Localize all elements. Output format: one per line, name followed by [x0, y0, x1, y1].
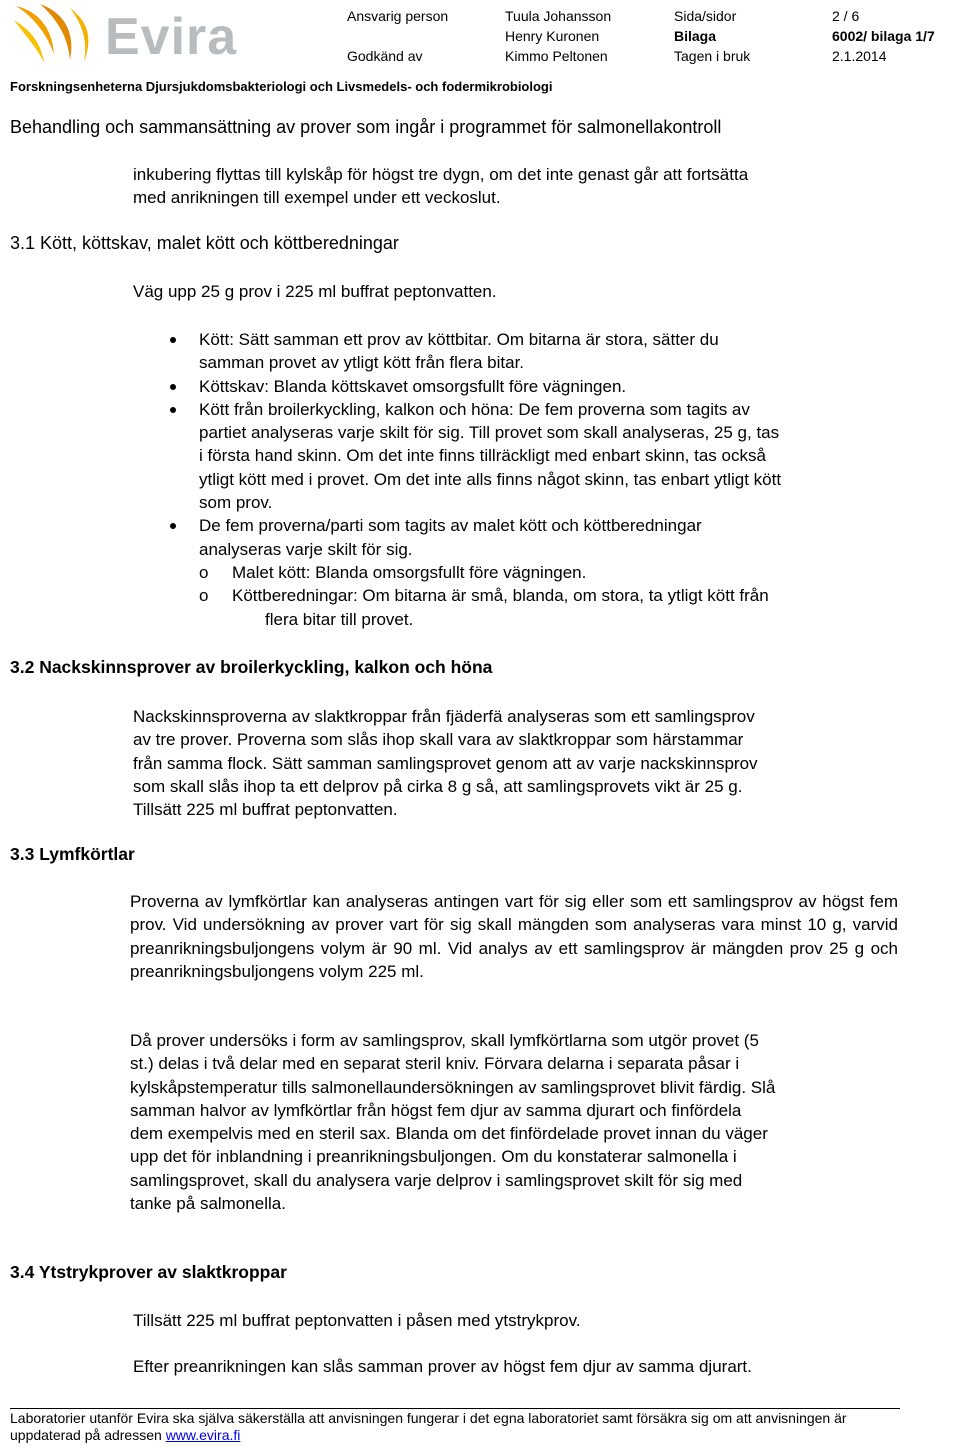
bullet-dot-icon [170, 384, 176, 390]
document-title: Behandling och sammansättning av prover som ingår i programmet för salmonellakontroll [10, 117, 722, 137]
footer-divider [10, 1408, 900, 1409]
section-3-4-line-2: Efter preanrikningen kan slås samman prover av högst fem djur av samma djurart. [133, 1357, 752, 1376]
appendix-label: Bilaga [674, 28, 717, 44]
logo-text: Evira [105, 8, 238, 66]
approved-name: Kimmo Peltonen [505, 48, 608, 64]
sub-marker: o [199, 586, 209, 606]
footer-line-2: uppdaterad på adressen www.evira.fi [10, 1427, 241, 1443]
responsible-name-1: Tuula Johansson [505, 8, 612, 24]
footer-note [10, 1410, 950, 1444]
bullet-item: Köttskav: Blanda köttskavet omsorgsfullt före vägningen. [170, 375, 870, 398]
section-3-1-weigh: Väg upp 25 g prov i 225 ml buffrat peptonvatten. [133, 282, 497, 301]
research-unit: Forskningsenheterna Djursjukdomsbakteriologi och Livsmedels- och fodermikrobiologi [10, 79, 553, 94]
approved-label: Godkänd av [347, 48, 423, 64]
section-3-4-heading: 3.4 Ytstrykprover av slaktkroppar [10, 1262, 287, 1282]
section-3-2-paragraph: Nackskinnsproverna av slaktkroppar från fjäderfä analyseras som ett samlingsprov av tre prover. Proverna som slås ihop skall vara av slaktkroppar som härstammar från samma flock. Sätt samman samlingsprovet genom att av varje nackskinnsprov som skall slås ihop ta ett delprov på cirka 8 g så, att samlingsprovets vikt är 25 g. Tillsätt 225 ml buffrat peptonvatten. [133, 707, 758, 820]
intro-paragraph [133, 163, 748, 210]
responsible-label: Ansvarig person [347, 8, 449, 24]
section-3-1-bullet-list [170, 328, 870, 631]
footer-line-1: Laboratorier utanför Evira ska själva säkerställa att anvisningen fungerar i det egna laboratoriet samt försäkra sig om att anvisningen är [10, 1410, 847, 1426]
section-3-3-heading: 3.3 Lymfkörtlar [10, 844, 135, 864]
intro-line: med anrikningen till exempel under ett veckoslut. [133, 188, 501, 208]
section-3-2-heading: 3.2 Nackskinnsprover av broilerkyckling, kalkon och höna [10, 657, 493, 677]
evira-logo [10, 2, 245, 68]
page-label: Sida/sidor [674, 8, 737, 24]
sub-marker: o [199, 562, 209, 582]
bullet-dot-icon [170, 523, 176, 529]
section-3-1-heading: 3.1 Kött, köttskav, malet kött och köttberedningar [10, 233, 399, 253]
section-3-3-paragraph-1: Proverna av lymfkörtlar kan analyseras antingen vart för sig eller som ett samlingsprov av högst fem prov. Vid undersökning av prover vart för sig skall mängden som analyseras vara minst 10 g, varvid preanrikningsbuljongens volym är 90 ml. Vid analys av ett samlingsprov är mängden prov 25 g och preanrikningsbuljongens volym 225 ml. [130, 892, 898, 981]
bullet-dot-icon [170, 337, 176, 343]
sub-item: o Köttberedningar: Om bitarna är små, blanda, om stora, ta ytligt kött från flera bitar till provet. [199, 586, 769, 629]
evira-website-link[interactable]: www.evira.fi [165, 1427, 241, 1443]
intro-line: inkubering flyttas till kylskåp för högst tre dygn, om det inte genast går att fortsätta [133, 165, 749, 184]
in-use-label: Tagen i bruk [674, 48, 751, 64]
page-value: 2 / 6 [832, 8, 860, 24]
section-3-4-line-1: Tillsätt 225 ml buffrat peptonvatten i påsen med ytstrykprov. [133, 1311, 581, 1330]
sub-item: o Malet kött: Blanda omsorgsfullt före vägningen. [199, 561, 870, 584]
responsible-name-2: Henry Kuronen [505, 28, 600, 44]
bullet-item: De fem proverna/parti som tagits av malet kött och köttberedningar analyseras varje skilt för sig. o Malet kött: Blanda omsorgsfullt före vägningen. o Köttberedningar: Om bitarna är små, blanda, om stora, ta ytligt kött från flera bitar till provet. [170, 514, 870, 630]
bullet-item: Kött från broilerkyckling, kalkon och höna: De fem proverna som tagits av partiet analyseras varje skilt för sig. Till provet som skall analyseras, 25 g, tas i första hand skinn. Om det inte finns tillräckligt med enbart skinn, tas också ytligt kött med i provet. Om det inte alls finns något skinn, tas enbart ytligt kött som prov. [170, 398, 870, 514]
appendix-value: 6002/ bilaga 1/7 [832, 28, 935, 44]
in-use-date: 2.1.2014 [832, 48, 887, 64]
bullet-item: Kött: Sätt samman ett prov av köttbitar. Om bitarna är stora, sätter du samman provet av ytligt kött från flera bitar. [170, 328, 870, 375]
bullet-dot-icon [170, 407, 176, 413]
section-3-3-paragraph-2: Då prover undersöks i form av samlingsprov, skall lymfkörtlarna som utgör provet (5 st.) delas i två delar med en separat steril kniv. Förvara delarna i separata påsar i kylskåpstemperatur tills salmonellaundersökningen av samlingsprovet blivit färdig. Slå samman halvor av lymfkörtlar från högst fem djur av samma djurart och finfördela dem exempelvis med en steril sax. Blanda om det finfördelade provet innan du väger upp det för inblandning i preanrikningsbuljongen. Om du konstaterar salmonella i samlingsprovet, skall du analysera varje delprov i samlingsprovet skilt för sig med tanke på salmonella. [130, 1031, 776, 1214]
